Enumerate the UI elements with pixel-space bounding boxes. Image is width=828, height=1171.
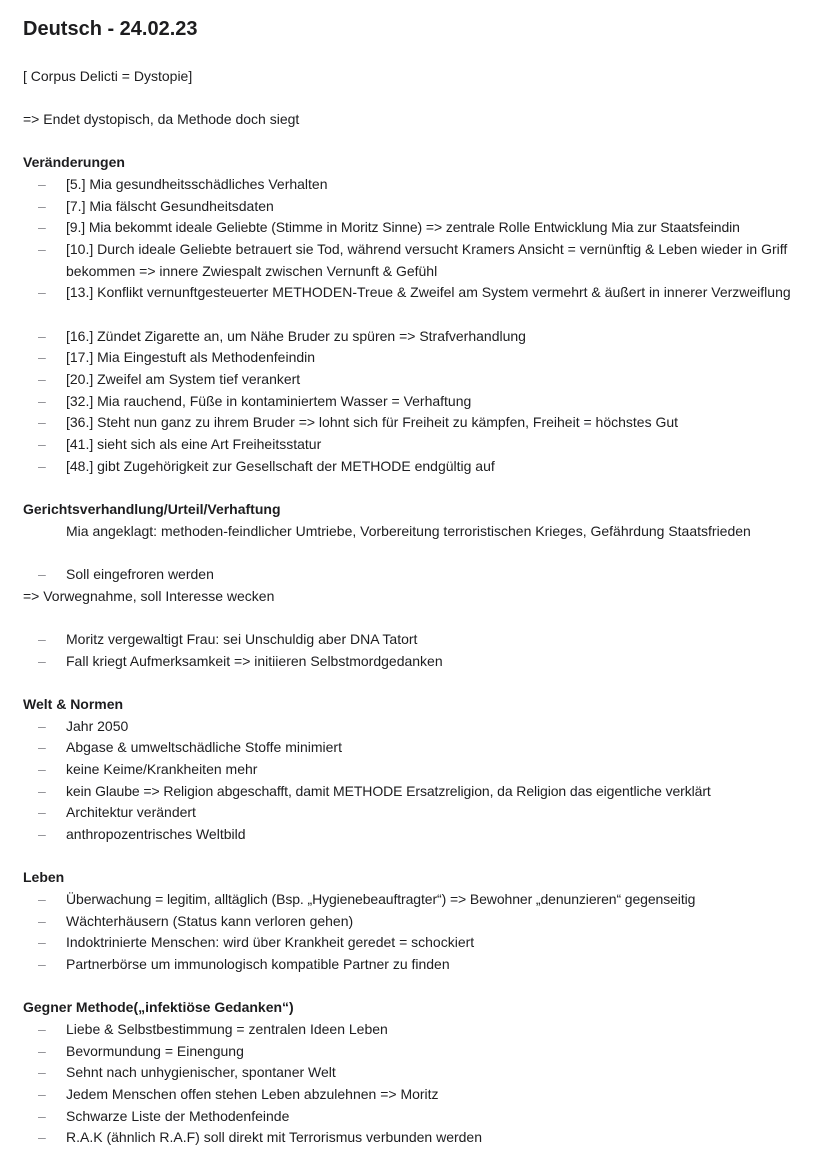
bullet-dash: – (38, 739, 46, 755)
list-item: – [7.] Mia fälscht Gesundheitsdaten (23, 196, 808, 218)
bullet-dash: – (38, 349, 46, 365)
bullet-dash: – (38, 1086, 46, 1102)
list-item: – [32.] Mia rauchend, Füße in kontaminiertem Wasser = Verhaftung (23, 391, 808, 413)
bullet-dash: – (38, 783, 46, 799)
list-item: – Liebe & Selbstbestimmung = zentralen Ideen Leben (23, 1019, 808, 1041)
bullet-dash: – (38, 284, 46, 300)
bullet-dash: – (38, 718, 46, 734)
bullet-dash: – (38, 913, 46, 929)
bullet-dash: – (38, 328, 46, 344)
bullet-dash: – (38, 1021, 46, 1037)
bullet-dash: – (38, 804, 46, 820)
bullet-dash: – (38, 631, 46, 647)
note-line: => Vorwegnahme, soll Interesse wecken (23, 588, 275, 604)
bullet-dash: – (38, 956, 46, 972)
bullet-dash: – (38, 566, 46, 582)
list-item: – R.A.K (ähnlich R.A.F) soll direkt mit Terrorismus verbunden werden (23, 1127, 808, 1149)
section-heading-gegner: Gegner Methode(„infektiöse Gedanken“) (23, 999, 294, 1015)
list-item: – [17.] Mia Eingestuft als Methodenfeindin (23, 347, 808, 369)
list-item: – Wächterhäusern (Status kann verloren gehen) (23, 911, 808, 933)
note-title: Deutsch - 24.02.23 (23, 18, 198, 40)
bullet-dash: – (38, 934, 46, 950)
list-item: – Schwarze Liste der Methodenfeinde (23, 1106, 808, 1128)
list-item: – [41.] sieht sich als eine Art Freiheitsstatur (23, 434, 808, 456)
list-item: – Jahr 2050 (23, 716, 808, 738)
list-item: – [20.] Zweifel am System tief verankert (23, 369, 808, 391)
list-item: – Fall kriegt Aufmerksamkeit => initiieren Selbstmordgedanken (23, 651, 808, 673)
bullet-dash: – (38, 1043, 46, 1059)
list-item: – anthropozentrisches Weltbild (23, 824, 808, 846)
bullet-dash: – (38, 414, 46, 430)
list-item: Mia angeklagt: methoden-feindlicher Umtriebe, Vorbereitung terroristischen Krieges, Gefährdung Staatsfrieden (66, 523, 751, 539)
list-item: – Jedem Menschen offen stehen Leben abzulehnen => Moritz (23, 1084, 808, 1106)
bullet-dash: – (38, 761, 46, 777)
list-item: – Bevormundung = Einengung (23, 1041, 808, 1063)
list-item: – [16.] Zündet Zigarette an, um Nähe Bruder zu spüren => Strafverhandlung (23, 326, 808, 348)
bullet-dash: – (38, 219, 46, 235)
bullet-dash: – (38, 458, 46, 474)
list-item: – Soll eingefroren werden (23, 564, 808, 586)
bullet-dash: – (38, 436, 46, 452)
bullet-dash: – (38, 1129, 46, 1145)
intro-line: => Endet dystopisch, da Methode doch siegt (23, 111, 300, 127)
list-item: – [10.] Durch ideale Geliebte betrauert sie Tod, während versucht Kramers Ansicht = vernünftig & Leben wieder in Griff bekommen => innere Zwiespalt zwischen Vernunft & Gefühl (38, 241, 788, 279)
bullet-dash: – (38, 653, 46, 669)
bullet-dash: – (38, 176, 46, 192)
list-item: – Architektur verändert (23, 802, 808, 824)
bullet-dash: – (38, 891, 46, 907)
list-item: – [5.] Mia gesundheitsschädliches Verhalten (23, 174, 808, 196)
bullet-dash: – (38, 198, 46, 214)
list-item: – [13.] Konflikt vernunftgesteuerter METHODEN-Treue & Zweifel am System vermehrt & äußert in innerer Verzweiflung (23, 282, 808, 304)
list-item: – [36.] Steht nun ganz zu ihrem Bruder => lohnt sich für Freiheit zu kämpfen, Freiheit = höchstes Gut (23, 412, 808, 434)
list-item: – [9.] Mia bekommt ideale Geliebte (Stimme in Moritz Sinne) => zentrale Rolle Entwicklung Mia zur Staatsfeindin (23, 217, 808, 239)
bullet-dash: – (38, 1108, 46, 1124)
bullet-dash: – (38, 241, 46, 257)
list-item: – Moritz vergewaltigt Frau: sei Unschuldig aber DNA Tatort (23, 629, 808, 651)
section-heading-gericht: Gerichtsverhandlung/Urteil/Verhaftung (23, 501, 281, 517)
list-item: – Sehnt nach unhygienischer, spontaner Welt (23, 1062, 808, 1084)
bullet-dash: – (38, 371, 46, 387)
list-item: – Abgase & umweltschädliche Stoffe minimiert (23, 737, 808, 759)
bullet-dash: – (38, 393, 46, 409)
section-heading-welt: Welt & Normen (23, 696, 124, 712)
list-item: – keine Keime/Krankheiten mehr (23, 759, 808, 781)
bullet-dash: – (38, 826, 46, 842)
list-item: – Überwachung = legitim, alltäglich (Bsp. „Hygienebeauftragter“) => Bewohner „denunzieren“ gegenseitig (23, 889, 808, 911)
subtitle: [ Corpus Delicti = Dystopie] (23, 68, 193, 84)
list-item: – Indoktrinierte Menschen: wird über Krankheit geredet = schockiert (23, 932, 808, 954)
section-heading-veraenderungen: Veränderungen (23, 154, 125, 170)
bullet-dash: – (38, 1064, 46, 1080)
list-item: – kein Glaube => Religion abgeschafft, damit METHODE Ersatzreligion, da Religion das eigentliche verklärt (23, 781, 808, 803)
list-item: – Partnerbörse um immunologisch kompatible Partner zu finden (23, 954, 808, 976)
section-heading-leben: Leben (23, 869, 65, 885)
list-item: – [48.] gibt Zugehörigkeit zur Gesellschaft der METHODE endgültig auf (23, 456, 808, 478)
